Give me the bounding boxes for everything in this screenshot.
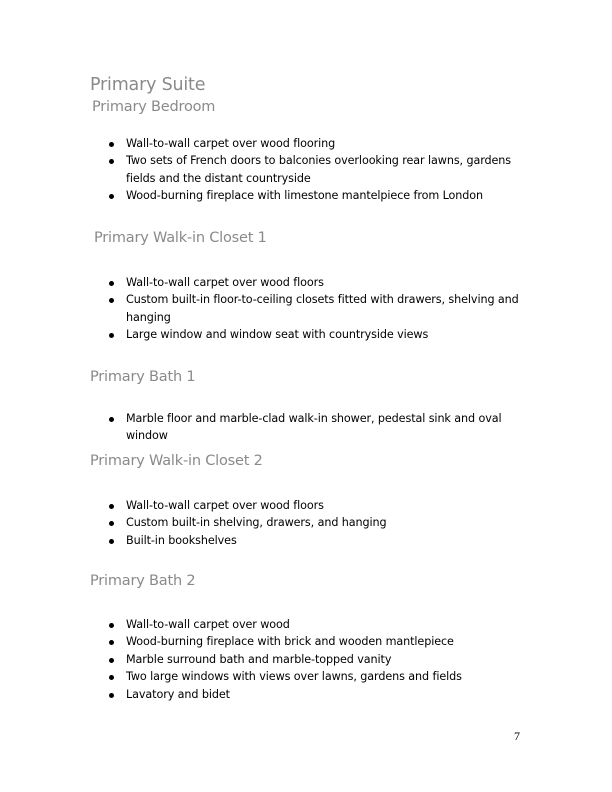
list-item: Wall-to-wall carpet over wood flooring: [0, 135, 612, 152]
section-heading-primary-bath-2: Primary Bath 2: [90, 573, 196, 589]
primary-bedroom-list: [0, 135, 612, 205]
list-item: Wall-to-wall carpet over wood: [0, 616, 612, 633]
list-item: Two sets of French doors to balconies overlooking rear lawns, gardens fields and the distant countryside: [0, 152, 612, 187]
list-item: Wood-burning fireplace with brick and wooden mantlepiece: [0, 633, 612, 650]
list-item: Built-in bookshelves: [0, 532, 612, 549]
list-item: Wall-to-wall carpet over wood floors: [0, 497, 612, 514]
primary-walk-in-closet-2-list: [0, 497, 612, 549]
page-title: Primary Suite: [90, 75, 206, 95]
list-item: Wood-burning fireplace with limestone mantelpiece from London: [0, 187, 612, 204]
section-heading-primary-walk-in-closet-1: Primary Walk-in Closet 1: [94, 230, 267, 246]
section-heading-primary-bedroom: Primary Bedroom: [92, 99, 216, 115]
primary-bath-2-list: [0, 616, 612, 703]
list-item: Custom built-in shelving, drawers, and hanging: [0, 514, 612, 531]
list-item: Marble floor and marble-clad walk-in shower, pedestal sink and oval window: [0, 410, 612, 445]
section-heading-primary-walk-in-closet-2: Primary Walk-in Closet 2: [90, 453, 263, 469]
list-item: Two large windows with views over lawns, gardens and fields: [0, 668, 612, 685]
list-item: Custom built-in floor-to-ceiling closets fitted with drawers, shelving and hanging: [0, 291, 612, 326]
page-number: 7: [514, 729, 520, 743]
section-heading-primary-bath-1: Primary Bath 1: [90, 369, 196, 385]
primary-walk-in-closet-1-list: [0, 274, 612, 344]
list-item: Large window and window seat with countryside views: [0, 326, 612, 343]
list-item: Marble surround bath and marble-topped vanity: [0, 651, 612, 668]
primary-bath-1-list: [0, 410, 612, 445]
list-item: Wall-to-wall carpet over wood floors: [0, 274, 612, 291]
list-item: Lavatory and bidet: [0, 686, 612, 703]
